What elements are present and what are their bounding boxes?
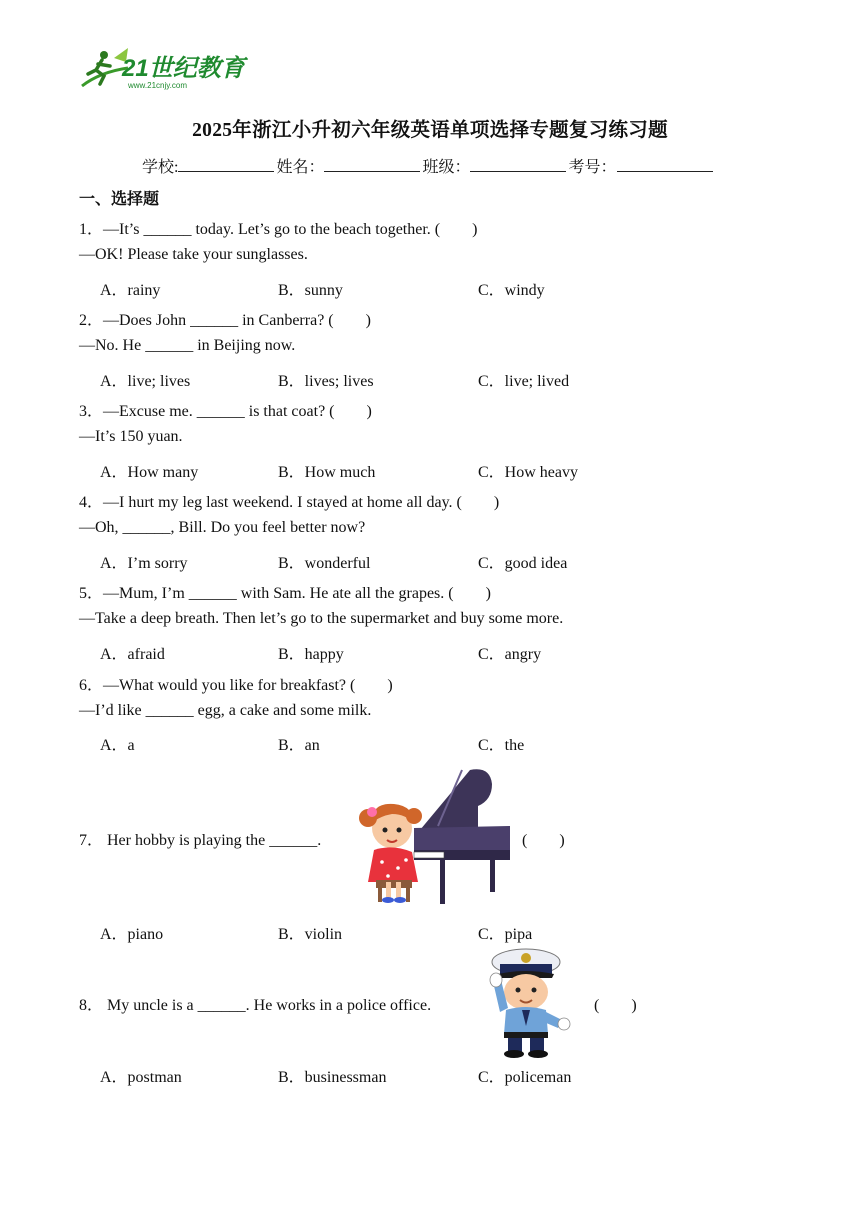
question-4-answer-line: —Oh, ______, Bill. Do you feel better now? — [79, 519, 366, 536]
girl-playing-piano-image — [352, 766, 514, 913]
question-3-answer-line: —It’s 150 yuan. — [79, 428, 183, 445]
student-info-line — [142, 154, 715, 177]
question-8-answer-paren: ( ) — [594, 997, 637, 1014]
logo-brand: 21世纪教育 — [122, 55, 245, 82]
class-label: 班级： — [422, 159, 471, 176]
q2-option-c: C．live; lived — [478, 373, 570, 390]
q7-option-b: B．violin — [278, 926, 343, 943]
question-3: 3．—Excuse me. ______ is that coat? ( ) — [79, 403, 372, 420]
school-blank[interactable] — [178, 157, 274, 172]
q4-option-b: B．wonderful — [278, 555, 371, 572]
q6-option-a: A．a — [100, 737, 135, 754]
q8-option-c: C．policeman — [478, 1069, 572, 1086]
number-blank[interactable] — [617, 157, 713, 172]
runner-logo-icon — [80, 46, 250, 92]
q5-option-a: A．afraid — [100, 646, 165, 663]
q6-option-c: C．the — [478, 737, 525, 754]
q5-option-c: C．angry — [478, 646, 542, 663]
logo-url: www.21cnjy.com — [128, 81, 187, 90]
q4-option-c: C．good idea — [478, 555, 568, 572]
q8-option-b: B．businessman — [278, 1069, 387, 1086]
question-8: 8． My uncle is a ______. He works in a police office. — [79, 997, 432, 1014]
name-blank[interactable] — [324, 157, 420, 172]
page-title: 2025年浙江小升初六年级英语单项选择专题复习练习题 — [192, 120, 668, 141]
q7-option-c: C．pipa — [478, 926, 533, 943]
q2-option-b: B．lives; lives — [278, 373, 374, 390]
question-4: 4．—I hurt my leg last weekend. I stayed at home all day. ( ) — [79, 494, 500, 511]
question-1-answer-line: —OK! Please take your sunglasses. — [79, 246, 308, 263]
question-2-answer-line: —No. He ______ in Beijing now. — [79, 337, 296, 354]
q3-option-b: B．How much — [278, 464, 376, 481]
logo — [80, 46, 250, 92]
q5-option-b: B．happy — [278, 646, 344, 663]
policeman-image — [486, 946, 572, 1063]
q4-option-a: A．I’m sorry — [100, 555, 188, 572]
question-5: 5．—Mum, I’m ______ with Sam. He ate all the grapes. ( ) — [79, 585, 491, 602]
q3-option-a: A．How many — [100, 464, 199, 481]
name-label: 姓名： — [276, 159, 325, 176]
question-5-answer-line: —Take a deep breath. Then let’s go to the supermarket and buy some more. — [79, 610, 564, 627]
q7-option-a: A．piano — [100, 926, 164, 943]
question-6-answer-line: —I’d like ______ egg, a cake and some milk. — [79, 702, 372, 719]
q1-option-a: A．rainy — [100, 282, 161, 299]
q3-option-c: C．How heavy — [478, 464, 578, 481]
q1-option-b: B．sunny — [278, 282, 343, 299]
question-1: 1．—It’s ______ today. Let’s go to the beach together. ( ) — [79, 221, 478, 238]
number-label: 考号： — [568, 159, 617, 176]
class-blank[interactable] — [470, 157, 566, 172]
question-6: 6．—What would you like for breakfast? ( ) — [79, 677, 393, 694]
section-heading: 一、选择题 — [79, 191, 160, 208]
q8-option-a: A．postman — [100, 1069, 182, 1086]
question-7-answer-paren: ( ) — [522, 832, 565, 849]
question-7: 7． Her hobby is playing the ______. — [79, 832, 322, 849]
q2-option-a: A．live; lives — [100, 373, 191, 390]
q1-option-c: C．windy — [478, 282, 545, 299]
q6-option-b: B．an — [278, 737, 320, 754]
question-2: 2．—Does John ______ in Canberra? ( ) — [79, 312, 371, 329]
school-label: 学校: — [142, 159, 179, 176]
